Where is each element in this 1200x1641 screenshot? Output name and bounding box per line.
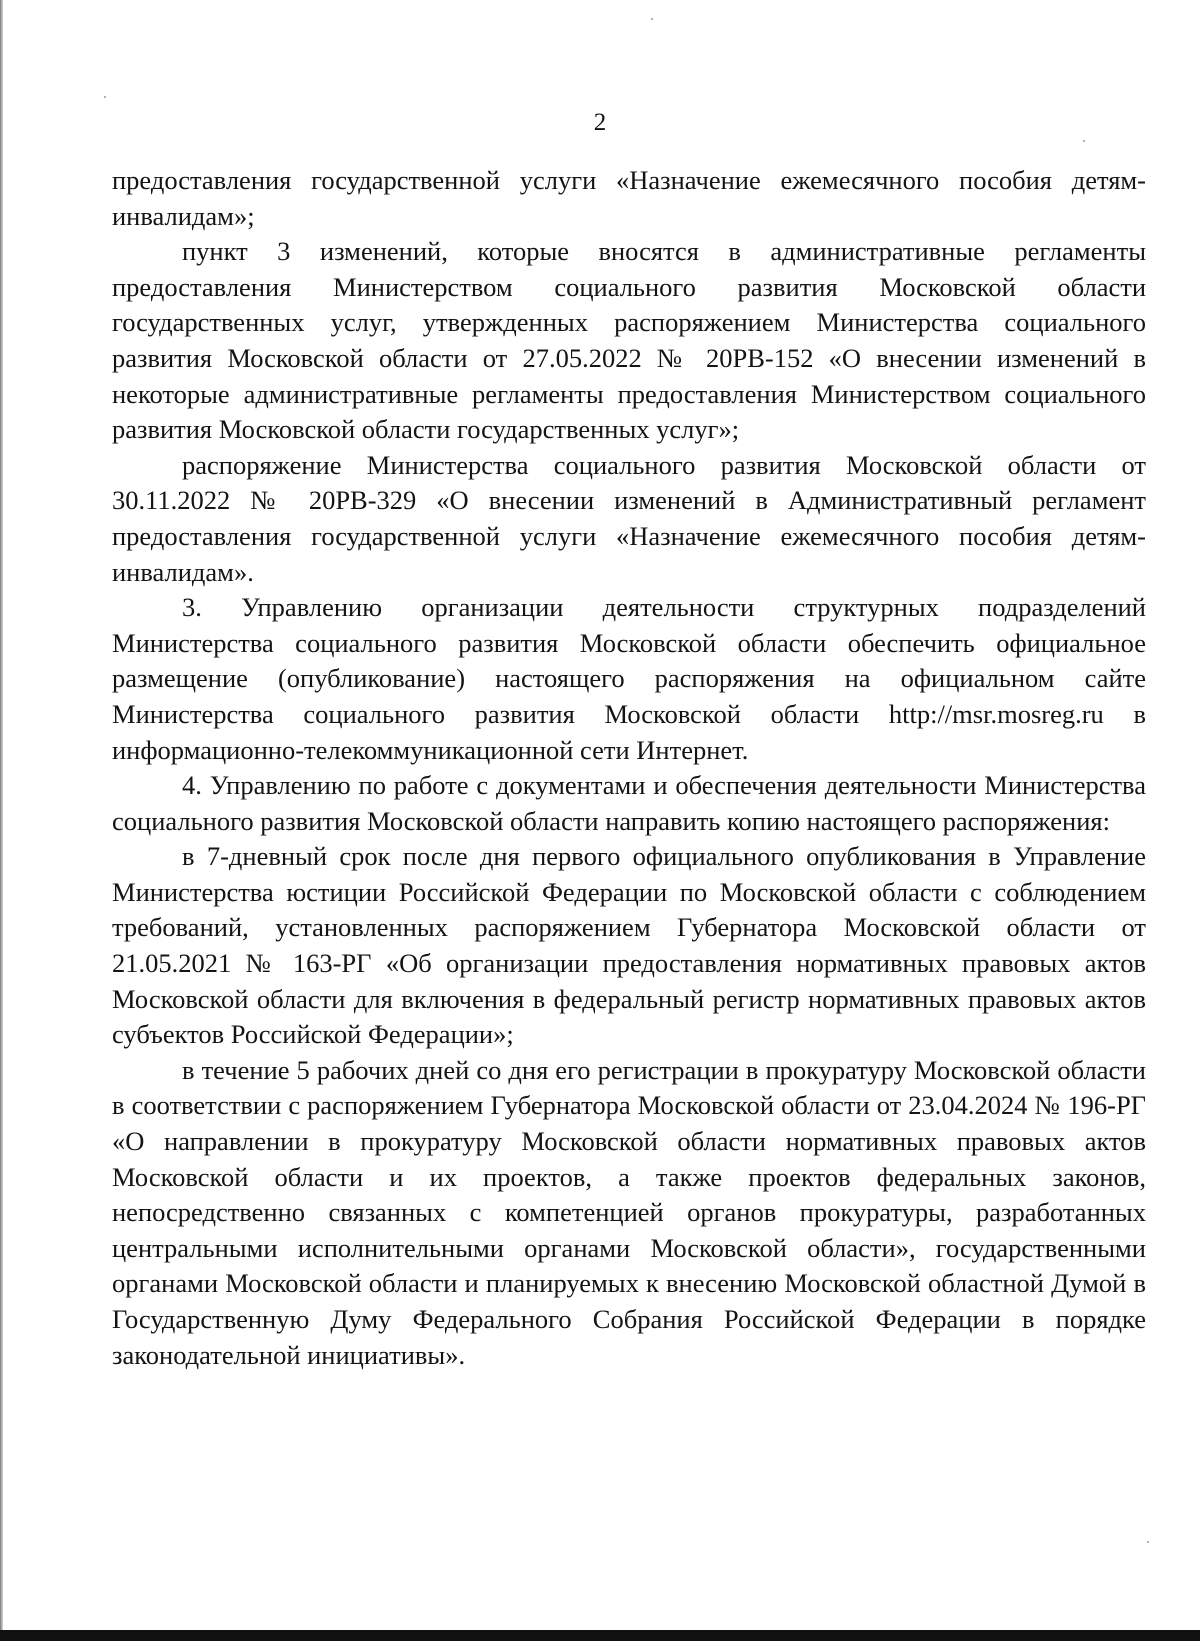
paragraph-item-3-amendments: пункт 3 изменений, которые вносятся в административные регламенты предоставления Министерством социального развития Московской области государственных услуг, утвержденных распоряжением Министерства социального развития Московской области от 27.05.2022 № 20РВ-152 «О внесении изменений в некоторые административные регламенты предоставления Министерством социального развития Московской области государственных услуг»; bbox=[112, 236, 1146, 445]
paragraph-5-working-days: в течение 5 рабочих дней со дня его регистрации в прокуратуру Московской области в соответствии с распоряжением Губернатора Московской области от 23.04.2024 № 196-РГ «О направлении в прокуратуру Московской области нормативных правовых актов Московской области и их проектов, а также проектов федеральных законов, непосредственно связанных с компетенцией органов прокуратуры, разработанных центральными исполнительными органами Московской области», государственными органами Московской области и планируемых к внесению Московской областной Думой в Государственную Думу Федерального Собрания Российской Федерации в порядке законодательной инициативы». bbox=[112, 1054, 1146, 1370]
paragraph-clause-4-documents: 4. Управлению по работе с документами и обеспечения деятельности Министерства социального развития Московской области направить копию настоящего распоряжения: bbox=[112, 770, 1146, 836]
paragraph-service-name-continuation: предоставления государственной услуги «Назначение ежемесячного пособия детям-инвалидам»; bbox=[112, 165, 1146, 231]
paragraph-order-20rv-329: распоряжение Министерства социального развития Московской области от 30.11.2022 № 20РВ-329 «О внесении изменений в Административный регламент предоставления государственной услуги «Назначение ежемесячного пособия детям-инвалидам». bbox=[112, 449, 1146, 587]
scan-left-edge bbox=[0, 0, 3, 1641]
scan-bottom-edge bbox=[0, 1630, 1200, 1641]
paragraph-7-day-deadline: в 7-дневный срок после дня первого официального опубликования в Управление Министерства юстиции Российской Федерации по Московской области с соблюдением требований, установленных распоряжением Губернатора Московской области от 21.05.2021 № 163-РГ «Об организации предоставления нормативных правовых актов Московской области для включения в федеральный регистр нормативных правовых актов субъектов Российской Федерации»; bbox=[112, 841, 1146, 1050]
page-number: 2 bbox=[593, 109, 607, 136]
scan-speck bbox=[651, 18, 653, 20]
paragraph-clause-3-publication: 3. Управлению организации деятельности структурных подразделений Министерства социального развития Московской области обеспечить официальное размещение (опубликование) настоящего распоряжения на официальном сайте Министерства социального развития Московской области http://msr.mosreg.ru в информационно-телекоммуникационной сети Интернет. bbox=[112, 592, 1146, 765]
scan-speck bbox=[1083, 140, 1085, 142]
scan-speck bbox=[104, 96, 106, 98]
scan-speck bbox=[1147, 1541, 1149, 1543]
document-body bbox=[112, 163, 1146, 1373]
